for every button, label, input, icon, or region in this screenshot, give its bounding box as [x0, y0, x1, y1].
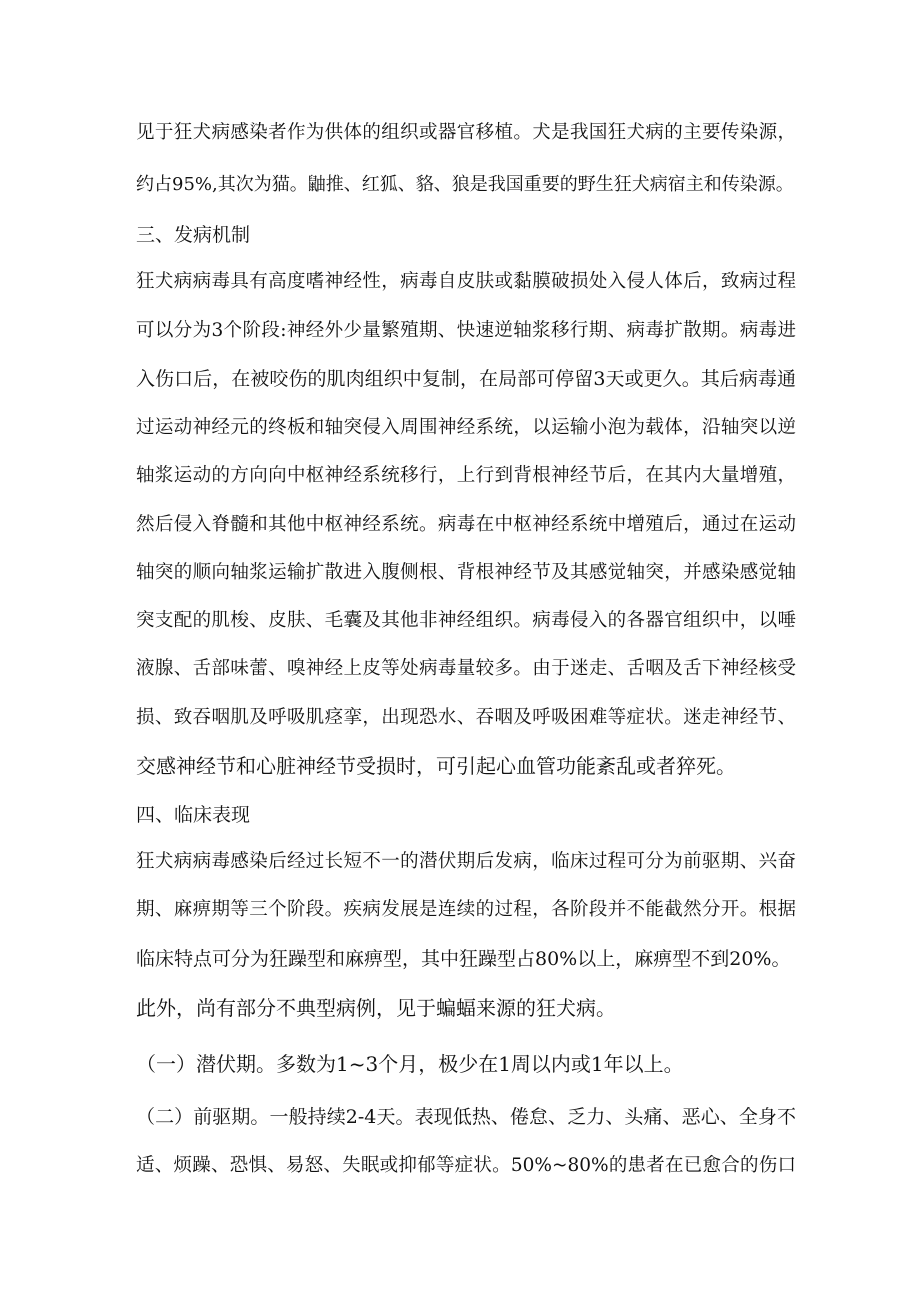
subsection-incubation: （一）潜伏期。多数为1~3个月，极少在1周以内或1年以上。 — [136, 1052, 684, 1076]
paragraph-line: 此外，尚有部分不典型病例，见于蝙蝠来源的狂犬病。 — [136, 996, 616, 1020]
paragraph-line: 过运动神经元的终板和轴突侵入周围神经系统，以运输小泡为载体，沿轴突以逆 — [136, 417, 796, 438]
section-heading: 三、发病机制 — [136, 224, 251, 246]
paragraph-line: 临床特点可分为狂躁型和麻痹型，其中狂躁型占80%以上，麻痹型不到20%。 — [136, 948, 791, 970]
paragraph-line: 轴浆运动的方向向中枢神经系统移行，上行到背根神经节后，在其内大量增殖， — [136, 465, 796, 486]
paragraph-line: 可以分为3个阶段:神经外少量繁殖期、快速逆轴浆移行期、病毒扩散期。病毒进 — [136, 320, 796, 341]
paragraph-line: 期、麻痹期等三个阶段。疾病发展是连续的过程，各阶段并不能截然分开。根据 — [136, 899, 796, 920]
subsection-prodromal-line: 适、烦躁、恐惧、易怒、失眠或抑郁等症状。50%~80%的患者在已愈合的伤口 — [136, 1155, 796, 1176]
paragraph-line: 狂犬病病毒具有高度嗜神经性，病毒自皮肤或黏膜破损处入侵人体后，致病过程 — [136, 271, 796, 292]
paragraph-line: 狂犬病病毒感染后经过长短不一的潜伏期后发病，临床过程可分为前驱期、兴奋 — [136, 851, 796, 872]
paragraph-line: 约占95%,其次为猫。鼬推、红狐、貉、狼是我国重要的野生狂犬病宿主和传染源。 — [136, 174, 794, 195]
paragraph-line: 突支配的肌梭、皮肤、毛囊及其他非神经组织。病毒侵入的各器官组织中，以唾 — [136, 610, 796, 631]
paragraph-line: 然后侵入脊髓和其他中枢神经系统。病毒在中枢神经系统中增殖后，通过在运动 — [136, 514, 796, 535]
paragraph-line: 见于狂犬病感染者作为供体的组织或器官移植。犬是我国狂犬病的主要传染源， — [136, 122, 796, 143]
paragraph-line: 损、致吞咽肌及呼吸肌痉挛，出现恐水、吞咽及呼吸困难等症状。迷走神经节、 — [136, 707, 796, 728]
subsection-prodromal-line: （二）前驱期。一般持续2-4天。表现低热、倦怠、乏力、头痛、恶心、全身不 — [136, 1106, 796, 1128]
paragraph-line: 交感神经节和心脏神经节受损时，可引起心血管功能紊乱或者猝死。 — [136, 754, 736, 778]
paragraph-line: 液腺、舌部味蕾、嗅神经上皮等处病毒量较多。由于迷走、舌咽及舌下神经核受 — [136, 658, 796, 679]
paragraph-line: 入伤口后，在被咬伤的肌肉组织中复制，在局部可停留3天或更久。其后病毒通 — [136, 368, 796, 390]
section-heading: 四、临床表现 — [136, 804, 251, 826]
paragraph-line: 轴突的顺向轴浆运输扩散进入腹侧根、背根神经节及其感觉轴突，并感染感觉轴 — [136, 562, 796, 583]
